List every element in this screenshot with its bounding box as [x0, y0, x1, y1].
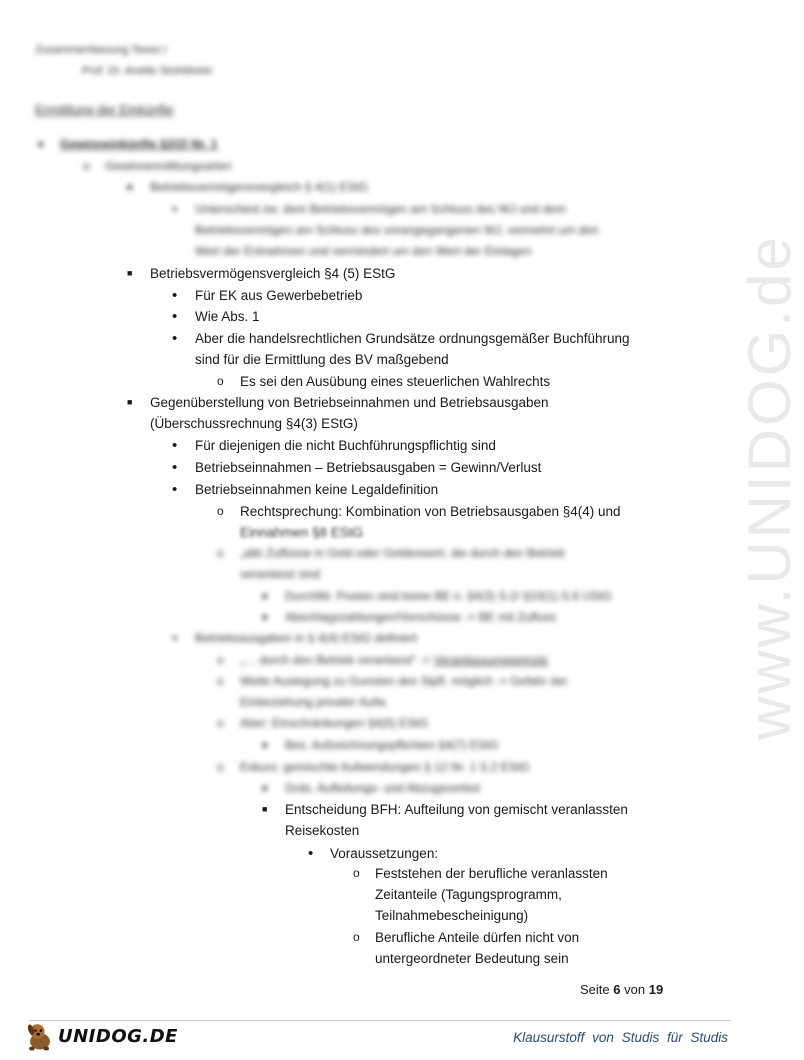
item-zeitanteile-1: Feststehen der berufliche veranlassten [375, 866, 608, 881]
bullet-circle: o [217, 374, 224, 388]
bullet-circle: o [217, 674, 224, 688]
item-entscheidung-bfh-2: Reisekosten [285, 823, 360, 838]
text-zufluesse-1: „alle Zuflüsse in Geld oder Geldeswert, die durch den Betrieb [240, 546, 565, 560]
item-nicht-buchfuehrungspflichtig: Für diejenigen die nicht Buchführungspflichtig sind [195, 438, 496, 453]
bullet-circle: o [217, 716, 224, 730]
item-zeitanteile-2: Zeitanteile (Tagungsprogramm, [375, 887, 562, 902]
dog-mascot-icon [22, 1018, 58, 1054]
bullet-square: ■ [262, 612, 268, 622]
bullet-square: ■ [262, 591, 268, 601]
bullet-square: ■ [127, 268, 133, 278]
text-veranlasst-quote: „… durch den Betrieb veranlasst“ -> [240, 653, 431, 667]
bullet-dot: • [172, 437, 178, 454]
bullet-dot: • [172, 630, 178, 647]
item-rechtsprechung-2: Einnahmen §8 EStG [240, 525, 364, 540]
text-veranlassungsprinzip: Veranlassungsprinzip [433, 653, 548, 667]
bullet-square: ■ [38, 139, 44, 149]
bullet-dot: • [172, 287, 178, 304]
item-bv-vergleich-4-1: Betriebsvermögensvergleich § 4(1) EStG [150, 180, 369, 194]
footer-divider [30, 1020, 730, 1021]
text-auslegung-1: Weite Auslegung zu Gunsten des Stpfl. möglich -> Gefahr der [240, 674, 568, 688]
bullet-square: ■ [262, 740, 268, 750]
bullet-square: ■ [262, 783, 268, 793]
item-berufliche-anteile-1: Berufliche Anteile dürfen nicht von [375, 930, 580, 945]
item-wie-abs-1: Wie Abs. 1 [195, 309, 260, 324]
item-gewinnermittlungsarten: Gewinnermittlungsarten [105, 159, 232, 173]
page-current: 6 [613, 982, 621, 997]
bullet-circle: o [353, 866, 360, 880]
text-unterschied-3: Wert der Entnahmen und vermindert um den Wert der Einlagen [195, 244, 532, 258]
text-veranlasst [240, 650, 548, 671]
bullet-dot: • [172, 308, 178, 325]
text-betriebsausgaben: Betriebsausgaben in § 4(4) EStG definiert [195, 631, 418, 645]
bullet-dot: • [172, 201, 178, 218]
text-zufluesse-2: veranlasst sind [240, 567, 321, 581]
page-total: 19 [648, 982, 664, 997]
text-einschraenkungen: Aber: Einschränkungen §4(5) EStG [240, 716, 429, 730]
doc-title: Zusammenfassung Taxes I [35, 44, 167, 56]
text-auslegung-2: Einbeziehung privater Aufw. [240, 695, 389, 709]
footer-tagline: Klausurstoff von Studis für Studis [513, 1030, 728, 1045]
text-durchlfd-posten: Durchlfd. Posten sind keine BE n. §4(3) S.2/ §10(1) S.6 UStG [285, 589, 612, 603]
bullet-circle: o [217, 653, 224, 667]
item-handelsrechtlich-1: Aber die handelsrechtlichen Grundsätze ordnungsgemäßer Buchführung [195, 331, 630, 346]
text-unterschied-2: Betriebsvermögen am Schluss des vorangegangenen WJ, vermehrt um den [195, 223, 599, 237]
item-ek-gewerbebetrieb: Für EK aus Gewerbebetrieb [195, 288, 363, 303]
bullet-dot: • [172, 481, 178, 498]
text-abzugsverbot: Grds. Aufteilungs- und Abzugsverbot [285, 781, 480, 795]
watermark: www.UNIDOG.de [736, 234, 803, 740]
item-legaldefinition: Betriebseinnahmen keine Legaldefinition [195, 482, 439, 497]
section-heading: Ermittlung der Einkünfte [35, 102, 174, 117]
item-rechtsprechung: Rechtsprechung: Kombination von Betriebsausgaben §4(4) und [240, 504, 621, 519]
bullet-circle: o [217, 760, 224, 774]
bullet-dot: • [308, 845, 314, 862]
item-zeitanteile-3: Teilnahmebescheinigung) [375, 908, 529, 923]
item-entscheidung-bfh-1: Entscheidung BFH: Aufteilung von gemischt veranlassten [285, 802, 628, 817]
bullet-circle: o [217, 504, 224, 518]
text-exkurs: Exkurs: gemischte Aufwendungen § 12 Nr. 1 S.2 EStG [240, 760, 530, 774]
text-unterschied-1: Unterschied zw. dem Betriebsvermögen am Schluss des WJ und dem [195, 202, 566, 216]
page-number [580, 982, 663, 997]
bullet-square: ■ [262, 804, 268, 814]
item-handelsrechtlich-2: sind für die Ermittlung des BV maßgebend [195, 352, 449, 367]
page-prefix: Seite [580, 982, 610, 997]
item-berufliche-anteile-2: untergeordneter Bedeutung sein [375, 951, 569, 966]
bullet-square: ■ [127, 182, 133, 192]
bullet-circle: o [83, 159, 90, 173]
page-separator: von [624, 982, 646, 997]
item-wahlrecht: Es sei den Ausübung eines steuerlichen Wahlrechts [240, 374, 551, 389]
text-abschlagszahlungen: Abschlagszahlungen/Vorschüsse -> BE mit Zufluss [285, 610, 557, 624]
item-gewinn-formel: Betriebseinnahmen – Betriebsausgaben = Gewinn/Verlust [195, 460, 542, 475]
text-aufzeichnungspflichten: Bes. Aufzeichnungspflichten §4(7) EStG [285, 738, 499, 752]
doc-author: Prof. Dr. Anette Stuhldreier [82, 65, 213, 77]
item-gegenueberstellung-1: Gegenüberstellung von Betriebseinnahmen und Betriebsausgaben [150, 395, 549, 410]
bullet-square: ■ [127, 397, 133, 407]
heading-gewinneinkuenfte: Gewinneinkünfte §2(2) Nr. 1 [60, 137, 218, 151]
bullet-circle: o [217, 546, 224, 560]
bullet-dot: • [172, 459, 178, 476]
item-gegenueberstellung-2: (Überschussrechnung §4(3) EStG) [150, 416, 358, 431]
item-bv-vergleich-4-5: Betriebsvermögensvergleich §4 (5) EStG [150, 266, 396, 281]
logo-text: UNIDOG.DE [58, 1026, 178, 1047]
bullet-dot: • [172, 330, 178, 347]
item-voraussetzungen: Voraussetzungen: [330, 846, 439, 861]
bullet-circle: o [353, 930, 360, 944]
